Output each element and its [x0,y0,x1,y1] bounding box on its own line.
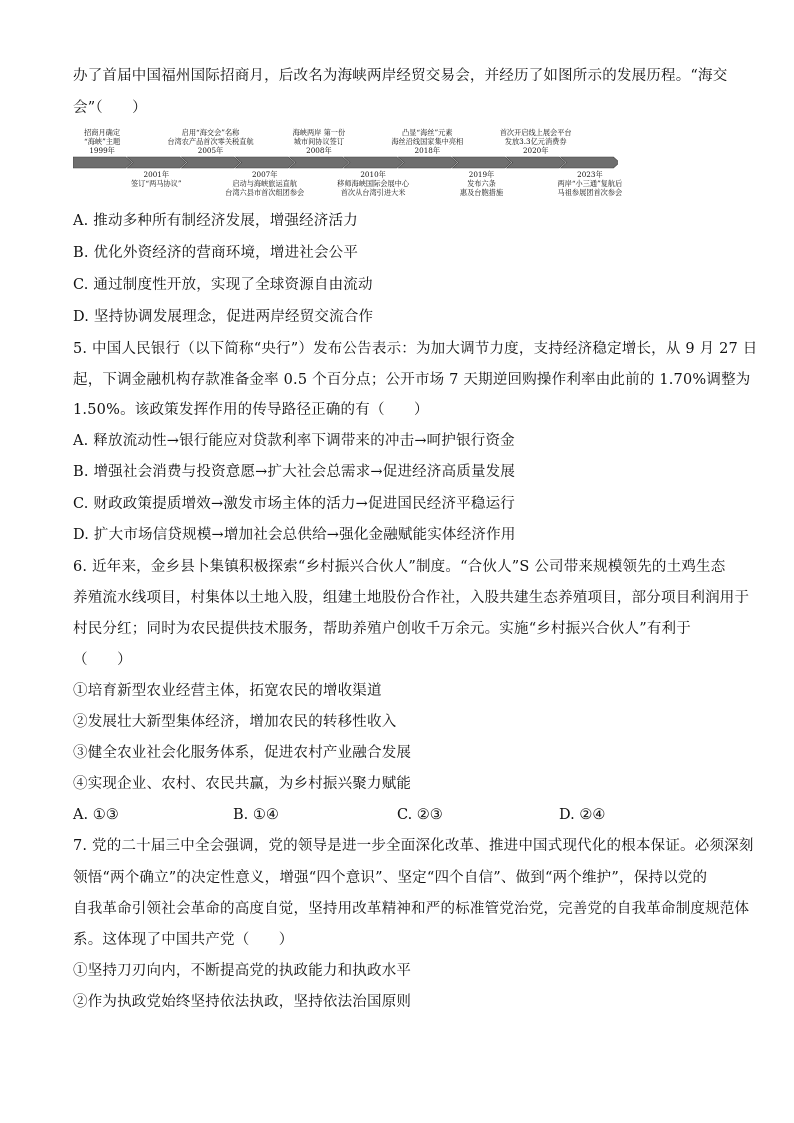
timeline-event-2 [131,170,181,188]
timeline-event-text: 签订“两马协议” [131,179,182,188]
timeline-event-text: 惠及台胞措施 [459,188,504,197]
q5-option-a: A. 释放流动性→银行能应对贷款利率下调带来的冲击→呵护银行资金 [73,433,515,449]
timeline-event-text: 2020年 [522,146,549,155]
q4-option-b: B. 优化外资经济的营商环境，增进社会公平 [73,245,359,261]
q7-stem-line-3: 自我革命引领社会革命的高度自觉，坚持用改革精神和严的标准管党治党，完善党的自我革命制度规范体 [73,901,750,917]
timeline-event-text: 招商月确定 [84,128,121,137]
intro-line-1: 办了首届中国福州国际招商月，后改名为海峡两岸经贸交易会，并经历了如图所示的发展历程。“海交 [73,68,728,84]
timeline-event-text: 启动与海峡旅运直航 [232,179,298,188]
q7-stem-line-4: 系。这体现了中国共产党（ ） [73,932,294,948]
q6-stem-line-4: （ ） [73,652,132,668]
timeline-event-8 [460,170,503,197]
timeline-event-5 [293,128,346,155]
timeline-chevron [181,157,240,168]
q5-stem-line-2: 起，下调金融机构存款准备金率 0.5 个百分点；公开市场 7 天期逆回购操作利率由此前的 1.70%调整为 [73,372,751,388]
timeline-event-text: 两岸“小三通”复航后 [557,179,623,188]
q6-options-row [73,805,733,825]
timeline-event-6 [337,170,409,197]
q5-stem-line-3: 1.50%。该政策发挥作用的传导路径正确的有（ ） [73,402,429,418]
timeline-event-text: 发放3.3亿元消费券 [504,137,567,146]
timeline-event-3 [167,128,253,155]
timeline-chevron [398,157,457,168]
q5-option-b: B. 增强社会消费与投资意愿→扩大社会总需求→促进经济高质量发展 [73,464,516,480]
timeline-event-text: 海丝沿线国家集中亮相 [391,137,464,146]
q5-option-d: D. 扩大市场信贷规模→增加社会总供给→强化金融赋能实体经济作用 [73,527,516,543]
timeline-event-text: 2018年 [414,146,441,155]
q7-stem-line-2: 领悟“两个确立”的决定性意义，增强“四个意识”、坚定“四个自信”、做到“两个维护”，保持以党的 [73,870,708,886]
timeline-chevron [290,157,349,168]
timeline-chevron [127,157,186,168]
timeline-chevron [452,157,511,168]
q5-option-c: C. 财政政策提质增效→激发市场主体的活力→促进国民经济平稳运行 [73,496,515,512]
q4-option-d: D. 坚持协调发展理念，促进两岸经贸交流合作 [73,309,374,325]
timeline-event-text: “海峡”主题 [84,137,121,146]
q6-stem-line-3: 村民分红；同时为农民提供技术服务，帮助养殖户创收千万余元。实施“乡村振兴合伙人”有利于 [73,621,691,637]
q6-item-2: ②发展壮大新型集体经济，增加农民的转移性收入 [73,714,397,730]
timeline-event-text: 启用“海交会”名称 [181,128,240,137]
timeline-event-text: 2001年 [143,170,170,179]
timeline-event-7 [391,128,463,155]
q4-option-a: A. 推动多种所有制经济发展，增强经济活力 [73,213,358,229]
timeline-event-text: 台湾六县市首次组团参会 [225,188,305,197]
q6-option-d: D. ②④ [559,807,606,823]
timeline-event-text: 首次从台湾引进大米 [340,188,406,197]
intro-line-2: 会”（ ） [73,100,147,116]
q6-stem-line-2: 养殖流水线项目，村集体以土地入股，组建土地股份合作社，入股共建生态养殖项目，部分项目利润用于 [73,590,750,606]
timeline-event-text: 2010年 [360,170,386,179]
q7-stem-line-1: 7. 党的二十届三中全会强调，党的领导是进一步全面深化改革、推进中国式现代化的根本保证。必须深刻 [73,838,754,854]
timeline-event-text: 2005年 [197,146,224,155]
timeline-chevron [344,157,403,168]
timeline-event-text: 海峡两岸 第一份 [292,128,346,137]
q6-stem-line-1: 6. 近年来，金乡县卜集镇积极探索“乡村振兴合伙人”制度。“合伙人”S 公司带来规模领先的土鸡生态 [73,559,726,575]
timeline-event-text: 首次开启线上展会平台 [499,128,572,137]
q6-option-b: B. ①④ [233,807,279,823]
q6-item-3: ③健全农业社会化服务体系，促进农村产业融合发展 [73,745,412,761]
q6-option-a: A. ①③ [73,807,119,823]
timeline-event-10 [557,170,622,197]
timeline-chevron [236,157,295,168]
timeline-event-text: 凸显“海丝”元素 [402,128,453,137]
timeline-event-text: 台湾农产品首次零关税直航 [167,137,254,146]
q7-item-2: ②作为执政党始终坚持依法执政，坚持依法治国原则 [73,994,412,1010]
timeline-chevron [507,157,566,168]
timeline-event-text: 1999年 [89,146,115,155]
timeline-event-text: 2019年 [468,170,495,179]
q4-option-c: C. 通过制度性开放，实现了全球资源自由流动 [73,277,373,293]
timeline-event-text: 2023年 [577,170,603,179]
timeline-chevron [561,157,618,168]
q6-item-1: ①培育新型农业经营主体，拓宽农民的增收渠道 [73,683,382,699]
timeline-event-text: 马祖参展团首次参会 [557,188,623,197]
timeline-event-1 [84,128,120,155]
timeline-event-text: 2007年 [251,170,278,179]
timeline-chevron [73,157,132,168]
timeline-event-text: 发布六条 [467,179,496,188]
q6-item-4: ④实现企业、农村、农民共赢，为乡村振兴聚力赋能 [73,776,412,792]
timeline-event-9 [500,128,572,155]
q7-item-1: ①坚持刀刃向内，不断提高党的执政能力和执政水平 [73,963,412,979]
haijiaohui-timeline [73,128,623,200]
timeline-event-text: 2008年 [306,146,332,155]
timeline-event-text: 移师海峡国际会展中心 [337,179,410,188]
timeline-event-4 [225,170,304,197]
timeline-event-text: 城市间协议签订 [293,137,345,146]
q6-option-c: C. ②③ [397,807,443,823]
q5-stem-line-1: 5. 中国人民银行（以下简称“央行”）发布公告表示：为加大调节力度，支持经济稳定增长，从 9 月 27 日 [73,341,758,357]
